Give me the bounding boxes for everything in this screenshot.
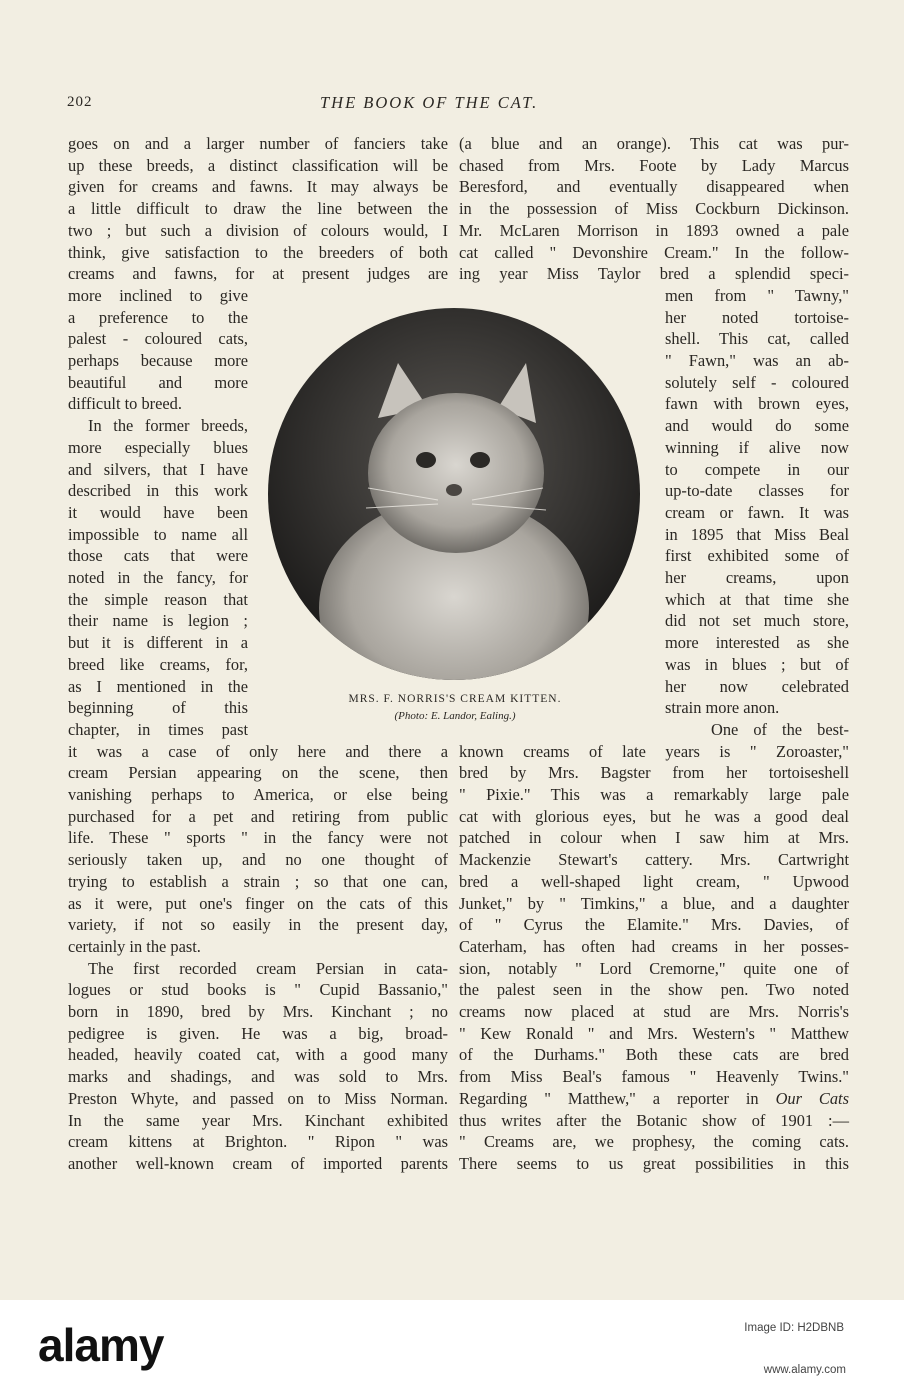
left-column-line: beginning of this (68, 698, 248, 718)
left-column-line: it was a case of only here and there a (68, 741, 448, 761)
left-column-line: variety, if not so easily in the present day, (68, 915, 448, 935)
right-column-line: fawn with brown eyes, (665, 394, 849, 414)
right-column-line: was in blues ; but of (665, 654, 849, 674)
left-column-line: logues or stud books is " Cupid Bassanio," (68, 980, 448, 1000)
right-column-line: thus writes after the Botanic show of 1901 :— (459, 1110, 849, 1130)
right-column-line: Beresford, and eventually disappeared when (459, 177, 849, 197)
right-column-line: " Pixie." This was a remarkably large pale (459, 785, 849, 804)
left-column-line: those cats that were (68, 546, 248, 566)
left-column-line: more inclined to give (68, 285, 248, 305)
right-column-line: " Fawn," was an ab- (665, 351, 849, 370)
left-column-line: two ; but such a division of colours would, I (68, 220, 448, 240)
right-column-line: in the possession of Miss Cockburn Dickinson. (459, 199, 849, 219)
left-column-line: In the former breeds, (88, 416, 248, 436)
left-column-line: up these breeds, a distinct classification will be (68, 155, 448, 175)
right-column-line: (a blue and an orange). This cat was pur- (459, 134, 849, 153)
left-column-line: beautiful and more (68, 372, 248, 392)
right-column-line: cream or fawn. It was (665, 502, 849, 522)
left-column-line: certainly in the past. (68, 936, 201, 956)
left-column-line: The first recorded cream Persian in cata- (88, 958, 448, 978)
left-column-line: perhaps because more (68, 351, 248, 370)
left-column-line: impossible to name all (68, 524, 248, 544)
right-column-line: from Miss Beal's famous " Heavenly Twins." (459, 1067, 849, 1087)
right-column-line: bred by Mrs. Bagster from her tortoiseshell (459, 763, 849, 783)
right-column-line: to compete in our (665, 459, 849, 479)
left-column-line: the simple reason that (68, 589, 248, 609)
right-column-line: chased from Mrs. Foote by Lady Marcus (459, 155, 849, 175)
page-number: 202 (67, 94, 93, 110)
left-column-line: a little difficult to draw the line between the (68, 199, 448, 219)
right-column-line: men from " Tawny," (665, 285, 849, 305)
left-column-line: creams and fawns, for at present judges are (68, 264, 448, 284)
right-column-line: " Creams are, we prophesy, the coming cats. (459, 1132, 849, 1152)
left-column-line: difficult to breed. (68, 394, 182, 414)
right-column-line: did not set much store, (665, 611, 849, 631)
left-column-line: another well-known cream of imported parents (68, 1153, 448, 1173)
right-column-line: which at that time she (665, 589, 849, 609)
left-column-line: trying to establish a strain ; so that one can, (68, 871, 448, 891)
right-column-line: Junket," by " Timkins," a blue, and a daughter (459, 893, 849, 913)
left-column-line: Preston Whyte, and passed on to Miss Norman. (68, 1088, 448, 1108)
right-column-line: the palest seen in the show pen. Two noted (459, 980, 849, 1000)
right-column-line: her now celebrated (665, 676, 849, 696)
right-column-line: cat with glorious eyes, but he was a good deal (459, 806, 849, 826)
left-column-line: their name is legion ; (68, 611, 248, 631)
site-url: www.alamy.com (763, 1364, 846, 1376)
cat-photo-image (268, 308, 640, 680)
left-column-line: cream kittens at Brighton. " Ripon " was (68, 1132, 448, 1152)
left-column-line: In the same year Mrs. Kinchant exhibited (68, 1110, 448, 1130)
left-column-line: noted in the fancy, for (68, 568, 248, 587)
left-column-line: described in this work (68, 481, 248, 501)
right-column-line: strain more anon. (665, 698, 780, 718)
right-column-line: cat called " Devonshire Cream." In the follow- (459, 242, 849, 262)
right-column-line: One of the best- (711, 719, 849, 739)
left-column-line: breed like creams, for, (68, 654, 248, 674)
cat-photograph (268, 308, 640, 680)
caption-credit: (Photo: E. Landor, Ealing.) (394, 710, 516, 722)
right-column-line: and would do some (665, 416, 849, 436)
right-column-line: of " Cyrus the Elamite." Mrs. Davies, of (459, 915, 849, 935)
left-column-line: palest - coloured cats, (68, 329, 248, 349)
right-column-line: up-to-date classes for (665, 481, 849, 501)
left-column-line: as I mentioned in the (68, 676, 248, 696)
left-column-line: born in 1890, bred by Mrs. Kinchant ; no (68, 1002, 448, 1021)
left-column-line: it would have been (68, 502, 248, 522)
left-column-line: seriously taken up, and no one thought of (68, 850, 448, 870)
right-column-line: shell. This cat, called (665, 329, 849, 349)
left-column-line: marks and shadings, and was sold to Mrs. (68, 1067, 448, 1087)
left-column-line: given for creams and fawns. It may always be (68, 177, 448, 197)
left-column-line: and silvers, that I have (68, 459, 248, 479)
right-column-line: known creams of late years is " Zoroaster," (459, 741, 849, 761)
left-column-line: purchased for a pet and retiring from public (68, 806, 448, 826)
left-column-line: as it were, put one's finger on the cats of this (68, 893, 448, 913)
alamy-logo: alamy (38, 1319, 164, 1371)
left-column-line: life. These " sports " in the fancy were not (68, 828, 448, 848)
right-column-line: patched in colour when I saw him at Mrs. (459, 828, 849, 848)
right-column-line: first exhibited some of (665, 546, 849, 566)
left-column-line: chapter, in times past (68, 719, 248, 739)
right-column-line: winning if alive now (665, 437, 849, 457)
left-column-line: headed, heavily coated cat, with a good many (68, 1045, 448, 1065)
left-column-line: think, give satisfaction to the breeders of both (68, 242, 448, 262)
right-column-line: solutely self - coloured (665, 372, 849, 392)
right-column-line: Caterham, has often had creams in her posses- (459, 936, 849, 956)
right-column-line: bred a well-shaped light cream, " Upwood (459, 871, 849, 891)
right-column-line: " Kew Ronald " and Mrs. Western's " Matthew (459, 1023, 849, 1043)
left-column-line: cream Persian appearing on the scene, then (68, 763, 448, 783)
publication-title: Our Cats (775, 1088, 849, 1108)
right-column-line: of the Durhams." Both these cats are bred (459, 1045, 849, 1065)
photo-caption (310, 690, 600, 724)
left-column-line: a preference to the (68, 307, 248, 327)
right-column-line: There seems to us great possibilities in this (459, 1153, 849, 1173)
right-column-line: Regarding " Matthew," a reporter in Our Cats (459, 1088, 849, 1108)
right-column-line: more interested as she (665, 633, 849, 653)
left-column-line: goes on and a larger number of fanciers take (68, 134, 448, 153)
right-column-line: her noted tortoise- (665, 307, 849, 327)
left-column-line: more especially blues (68, 437, 248, 457)
running-title: THE BOOK OF THE CAT. (320, 93, 539, 112)
right-column-line: Mr. McLaren Morrison in 1893 owned a pale (459, 220, 849, 240)
right-column-line: creams now placed at stud are Mrs. Norris's (459, 1002, 849, 1021)
right-column-line: her creams, upon (665, 568, 849, 587)
right-column-line: in 1895 that Miss Beal (665, 524, 849, 544)
left-column-line: but it is different in a (68, 633, 248, 653)
right-column-line: Mackenzie Stewart's cattery. Mrs. Cartwright (459, 850, 849, 870)
left-column-line: pedigree is given. He was a big, broad- (68, 1023, 448, 1043)
right-column-line: sion, notably " Lord Cremorne," quite one of (459, 958, 849, 978)
left-column-line: vanishing perhaps to America, or else being (68, 785, 448, 804)
right-column-line: ing year Miss Taylor bred a splendid speci- (459, 264, 849, 284)
image-id-label: Image ID: H2DBNB (744, 1322, 844, 1334)
caption-title: MRS. F. NORRIS'S CREAM KITTEN. (348, 693, 562, 705)
